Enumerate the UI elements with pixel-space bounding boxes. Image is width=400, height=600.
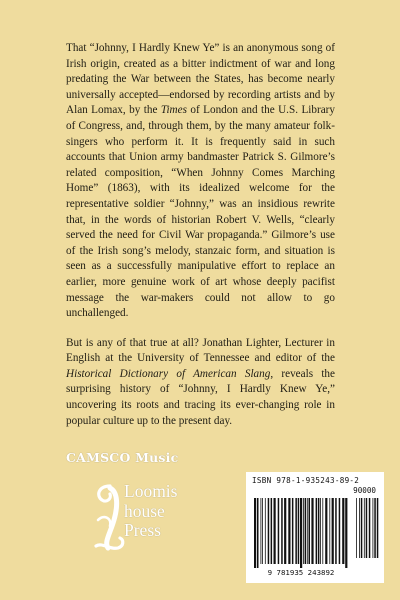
barcode-bar	[300, 498, 302, 568]
barcode-bar	[288, 498, 290, 564]
addon-barcode-bar	[361, 498, 363, 558]
barcode-bar	[271, 498, 273, 564]
addon-barcode-bar	[369, 498, 371, 558]
isbn-barcode	[246, 472, 384, 583]
blurb-paragraph-1	[66, 41, 335, 322]
barcode-bar	[303, 498, 304, 564]
addon-barcode-bar	[356, 498, 357, 558]
logo-line-3: Press	[124, 520, 161, 540]
barcode-bar	[295, 498, 297, 564]
barcode-bar	[332, 498, 334, 564]
logo-line-1: Loomis	[124, 481, 178, 501]
barcode-bar	[325, 498, 327, 564]
addon-barcode-bar	[359, 498, 360, 558]
barcode-bar	[298, 498, 300, 564]
barcode-bar	[274, 498, 276, 564]
imprint-name: CAMSCO Music	[66, 450, 179, 465]
barcode-bar	[339, 498, 341, 564]
barcode-bar	[262, 498, 263, 564]
barcode-bar	[307, 498, 308, 564]
publisher-logo-text	[124, 482, 177, 541]
barcode-bars	[246, 472, 384, 583]
addon-barcode-bar	[364, 498, 365, 558]
barcode-bar	[322, 498, 323, 564]
addon-barcode-bar	[366, 498, 368, 558]
blurb-p2-end: , reveals the surprising history of “Johnny, I Hardly Knew Ye,” uncovering its roots and tracing its ever-changing role in popular culture up to the present day.	[66, 367, 335, 427]
barcode-bar	[257, 498, 259, 568]
barcode-bar	[318, 498, 320, 564]
barcode-bar	[309, 498, 311, 564]
blurb-paragraph-2	[66, 336, 335, 430]
blurb-p1-end: of London and the U.S. Library of Congress, and, through them, by the many amateur folk-singers who perform it. It is frequently said in such accounts that Union army bandmaster Patrick S. Gilmore’s related composition, “When Johnny Comes Marching Home” (1863), with its idealized welcome for the representative soldier “Johnny,” was an insidious rewrite that, in the words of historian Robert V. Wells, “clearly served the need for Civil War propaganda.” Gilmore’s use of the Irish song’s melody, stanzaic form, and situation is seen as a successfully manipulative effort to replace an earlier, more genuine work of art whose deeply pacifist message the war-makers could not allow to go unchallenged.	[66, 104, 335, 320]
barcode-bar	[261, 498, 262, 564]
addon-barcode-bar	[373, 498, 374, 558]
barcode-bar	[345, 498, 347, 568]
barcode-bar	[320, 498, 321, 564]
barcode-digits: 9 781935 243892	[267, 568, 335, 577]
blurb-text	[66, 41, 335, 429]
addon-barcode-bar	[377, 498, 379, 558]
isbn-number: ISBN 978-1-935243-89-2	[252, 476, 360, 485]
barcode-bar	[329, 498, 330, 564]
barcode-bar	[305, 498, 307, 564]
barcode-bar	[265, 498, 266, 564]
barcode-bar	[292, 498, 294, 564]
blurb-p1-start: That “Johnny, I Hardly Knew Ye” is an anonymous song of Irish origin, created as a bitter indictment of war and long predating the War between the States, has become nearly universally accepted—endorsed by recording artists and by Alan Lomax, by the	[66, 42, 335, 117]
logo-line-2: house	[124, 500, 165, 521]
blurb-p2-start: But is any of that true at all? Jonathan Lighter, Lecturer in English at the University of Tennessee and editor of the	[66, 336, 335, 365]
barcode-bar	[311, 498, 313, 564]
barcode-bar	[284, 498, 286, 564]
barcode-bar	[335, 498, 337, 564]
blurb-p2-italic: Historical Dictionary of American Slang	[66, 367, 271, 380]
barcode-bar	[268, 498, 270, 564]
barcode-bar	[342, 498, 344, 564]
addon-barcode-bar	[374, 498, 376, 558]
barcode-bar	[281, 498, 283, 564]
barcode-bar	[278, 498, 280, 564]
price-code: 90000	[353, 486, 376, 495]
blurb-p1-italic: Times	[160, 104, 187, 117]
barcode-bar	[254, 498, 256, 568]
barcode-bar	[316, 498, 318, 564]
